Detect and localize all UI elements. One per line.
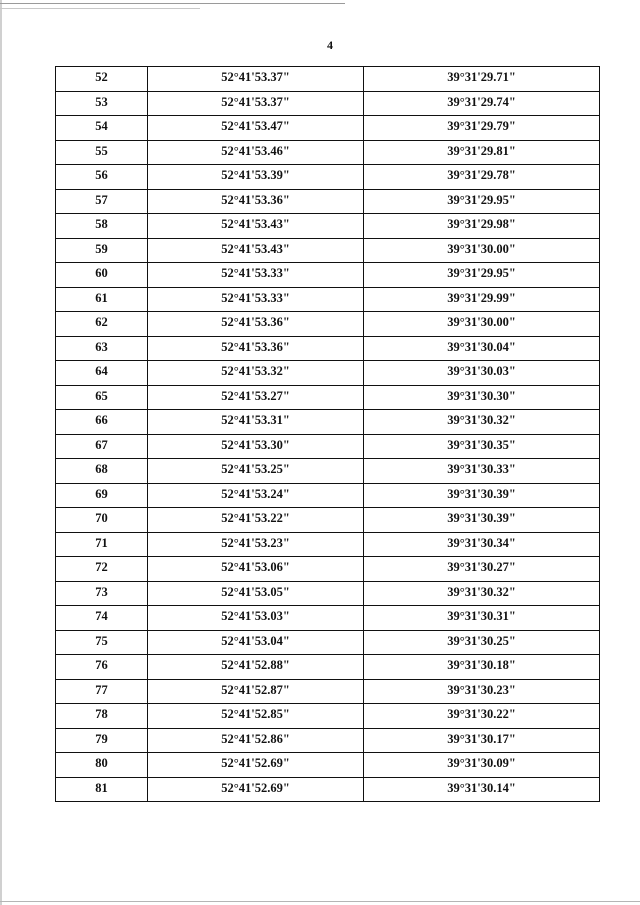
latitude-cell: 52°41'52.88" — [148, 655, 364, 680]
table-row — [56, 116, 600, 141]
point-number-cell: 81 — [56, 777, 148, 802]
longitude-cell: 39°31'30.39" — [364, 508, 600, 533]
longitude-cell: 39°31'30.00" — [364, 312, 600, 337]
point-number-cell: 57 — [56, 189, 148, 214]
longitude-cell: 39°31'30.34" — [364, 532, 600, 557]
point-number-cell: 60 — [56, 263, 148, 288]
table-row — [56, 508, 600, 533]
latitude-cell: 52°41'53.06" — [148, 557, 364, 582]
point-number-cell: 67 — [56, 434, 148, 459]
longitude-cell: 39°31'30.25" — [364, 630, 600, 655]
table-row — [56, 557, 600, 582]
table-row — [56, 140, 600, 165]
point-number-cell: 61 — [56, 287, 148, 312]
latitude-cell: 52°41'53.32" — [148, 361, 364, 386]
latitude-cell: 52°41'53.22" — [148, 508, 364, 533]
longitude-cell: 39°31'30.35" — [364, 434, 600, 459]
point-number-cell: 64 — [56, 361, 148, 386]
longitude-cell: 39°31'30.30" — [364, 385, 600, 410]
table-row — [56, 410, 600, 435]
longitude-cell: 39°31'30.39" — [364, 483, 600, 508]
latitude-cell: 52°41'53.36" — [148, 336, 364, 361]
point-number-cell: 79 — [56, 728, 148, 753]
point-number-cell: 63 — [56, 336, 148, 361]
table-row — [56, 165, 600, 190]
latitude-cell: 52°41'53.46" — [148, 140, 364, 165]
scan-top-line — [0, 3, 345, 4]
point-number-cell: 54 — [56, 116, 148, 141]
point-number-cell: 74 — [56, 606, 148, 631]
point-number-cell: 72 — [56, 557, 148, 582]
page-number: 4 — [327, 38, 333, 52]
latitude-cell: 52°41'53.43" — [148, 238, 364, 263]
longitude-cell: 39°31'29.79" — [364, 116, 600, 141]
table-row — [56, 606, 600, 631]
scan-top-line-faint — [0, 8, 200, 9]
latitude-cell: 52°41'52.87" — [148, 679, 364, 704]
latitude-cell: 52°41'53.36" — [148, 189, 364, 214]
point-number-cell: 71 — [56, 532, 148, 557]
longitude-cell: 39°31'30.27" — [364, 557, 600, 582]
point-number-cell: 76 — [56, 655, 148, 680]
table-row — [56, 532, 600, 557]
table-row — [56, 704, 600, 729]
table-row — [56, 67, 600, 92]
latitude-cell: 52°41'53.24" — [148, 483, 364, 508]
point-number-cell: 59 — [56, 238, 148, 263]
latitude-cell: 52°41'53.36" — [148, 312, 364, 337]
scan-bottom-line — [0, 901, 640, 902]
table-row — [56, 189, 600, 214]
latitude-cell: 52°41'53.33" — [148, 287, 364, 312]
table-row — [56, 581, 600, 606]
point-number-cell: 77 — [56, 679, 148, 704]
table-row — [56, 312, 600, 337]
table-row — [56, 263, 600, 288]
longitude-cell: 39°31'29.98" — [364, 214, 600, 239]
longitude-cell: 39°31'30.22" — [364, 704, 600, 729]
table-row — [56, 483, 600, 508]
longitude-cell: 39°31'30.32" — [364, 410, 600, 435]
point-number-cell: 68 — [56, 459, 148, 484]
table-row — [56, 679, 600, 704]
latitude-cell: 52°41'53.37" — [148, 67, 364, 92]
table-row — [56, 728, 600, 753]
point-number-cell: 65 — [56, 385, 148, 410]
latitude-cell: 52°41'52.86" — [148, 728, 364, 753]
latitude-cell: 52°41'53.31" — [148, 410, 364, 435]
table-row — [56, 434, 600, 459]
point-number-cell: 70 — [56, 508, 148, 533]
table-row — [56, 336, 600, 361]
point-number-cell: 58 — [56, 214, 148, 239]
longitude-cell: 39°31'30.00" — [364, 238, 600, 263]
longitude-cell: 39°31'30.09" — [364, 753, 600, 778]
point-number-cell: 80 — [56, 753, 148, 778]
latitude-cell: 52°41'53.37" — [148, 91, 364, 116]
point-number-cell: 66 — [56, 410, 148, 435]
table-row — [56, 361, 600, 386]
table-row — [56, 238, 600, 263]
table-row — [56, 385, 600, 410]
point-number-cell: 56 — [56, 165, 148, 190]
point-number-cell: 73 — [56, 581, 148, 606]
longitude-cell: 39°31'29.95" — [364, 189, 600, 214]
point-number-cell: 62 — [56, 312, 148, 337]
latitude-cell: 52°41'53.27" — [148, 385, 364, 410]
longitude-cell: 39°31'29.71" — [364, 67, 600, 92]
latitude-cell: 52°41'53.03" — [148, 606, 364, 631]
point-number-cell: 75 — [56, 630, 148, 655]
table-row — [56, 287, 600, 312]
latitude-cell: 52°41'53.39" — [148, 165, 364, 190]
latitude-cell: 52°41'53.04" — [148, 630, 364, 655]
table-row — [56, 777, 600, 802]
table-row — [56, 459, 600, 484]
longitude-cell: 39°31'29.74" — [364, 91, 600, 116]
point-number-cell: 53 — [56, 91, 148, 116]
table-row — [56, 655, 600, 680]
table-row — [56, 753, 600, 778]
table-row — [56, 91, 600, 116]
longitude-cell: 39°31'29.78" — [364, 165, 600, 190]
latitude-cell: 52°41'53.23" — [148, 532, 364, 557]
latitude-cell: 52°41'52.69" — [148, 753, 364, 778]
table-row — [56, 214, 600, 239]
latitude-cell: 52°41'52.69" — [148, 777, 364, 802]
longitude-cell: 39°31'30.04" — [364, 336, 600, 361]
longitude-cell: 39°31'29.81" — [364, 140, 600, 165]
longitude-cell: 39°31'29.99" — [364, 287, 600, 312]
latitude-cell: 52°41'52.85" — [148, 704, 364, 729]
point-number-cell: 78 — [56, 704, 148, 729]
longitude-cell: 39°31'30.03" — [364, 361, 600, 386]
point-number-cell: 69 — [56, 483, 148, 508]
longitude-cell: 39°31'30.23" — [364, 679, 600, 704]
point-number-cell: 55 — [56, 140, 148, 165]
longitude-cell: 39°31'30.17" — [364, 728, 600, 753]
longitude-cell: 39°31'29.95" — [364, 263, 600, 288]
longitude-cell: 39°31'30.14" — [364, 777, 600, 802]
latitude-cell: 52°41'53.25" — [148, 459, 364, 484]
point-number-cell: 52 — [56, 67, 148, 92]
latitude-cell: 52°41'53.05" — [148, 581, 364, 606]
longitude-cell: 39°31'30.32" — [364, 581, 600, 606]
table-row — [56, 630, 600, 655]
latitude-cell: 52°41'53.30" — [148, 434, 364, 459]
coordinates-table-body — [56, 67, 600, 802]
latitude-cell: 52°41'53.47" — [148, 116, 364, 141]
longitude-cell: 39°31'30.33" — [364, 459, 600, 484]
longitude-cell: 39°31'30.18" — [364, 655, 600, 680]
coordinates-table — [55, 66, 600, 802]
longitude-cell: 39°31'30.31" — [364, 606, 600, 631]
latitude-cell: 52°41'53.43" — [148, 214, 364, 239]
latitude-cell: 52°41'53.33" — [148, 263, 364, 288]
scan-left-edge — [0, 0, 2, 905]
